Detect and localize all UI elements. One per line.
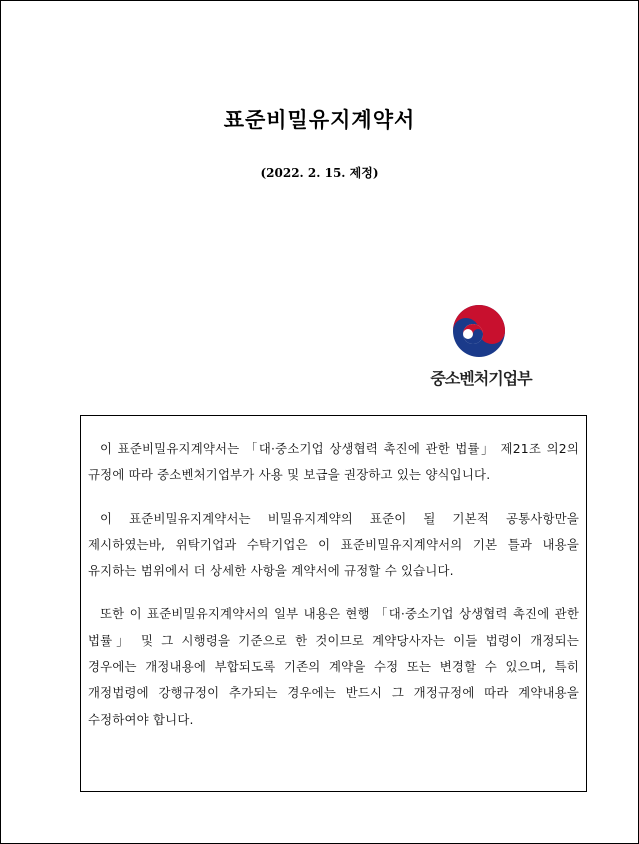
- enactment-date: (2022. 2. 15. 제정): [260, 166, 379, 180]
- organization-name: 중소벤처기업부: [430, 369, 532, 388]
- notice-paragraph: 이 표준비밀유지계약서는 「대·중소기업 상생협력 촉진에 관한 법률」 제21조 의2의 규정에 따라 중소벤처기업부가 사용 및 보급을 권장하고 있는 양식입니다.: [88, 441, 579, 483]
- document-title: 표준비밀유지계약서: [223, 107, 416, 132]
- notice-box: [80, 415, 587, 792]
- notice-paragraph: 또한 이 표준비밀유지계약서의 일부 내용은 현행 「대·중소기업 상생협력 촉진에 관한 법률」 및 그 시행령을 기준으로 한 것이므로 계약당사자는 이들 법령이 개정되는 경우에는 개정내용에 부합되도록 기존의 계약을 수정 또는 변경할 수 있으며, 특히 개정법령에 강행규정이 추가되는 경우에는 반드시 그 개정규정에 따라 계약내용을 수정하여야 합니다.: [88, 606, 579, 727]
- notice-paragraph: 이 표준비밀유지계약서는 비밀유지계약의 표준이 될 기본적 공통사항만을 제시하였는바, 위탁기업과 수탁기업은 이 표준비밀유지계약서의 기본 틀과 내용을 유지하는 범위에서 더 상세한 사항을 계약서에 규정할 수 있습니다.: [88, 510, 579, 579]
- taegeuk-emblem-icon: [451, 303, 507, 359]
